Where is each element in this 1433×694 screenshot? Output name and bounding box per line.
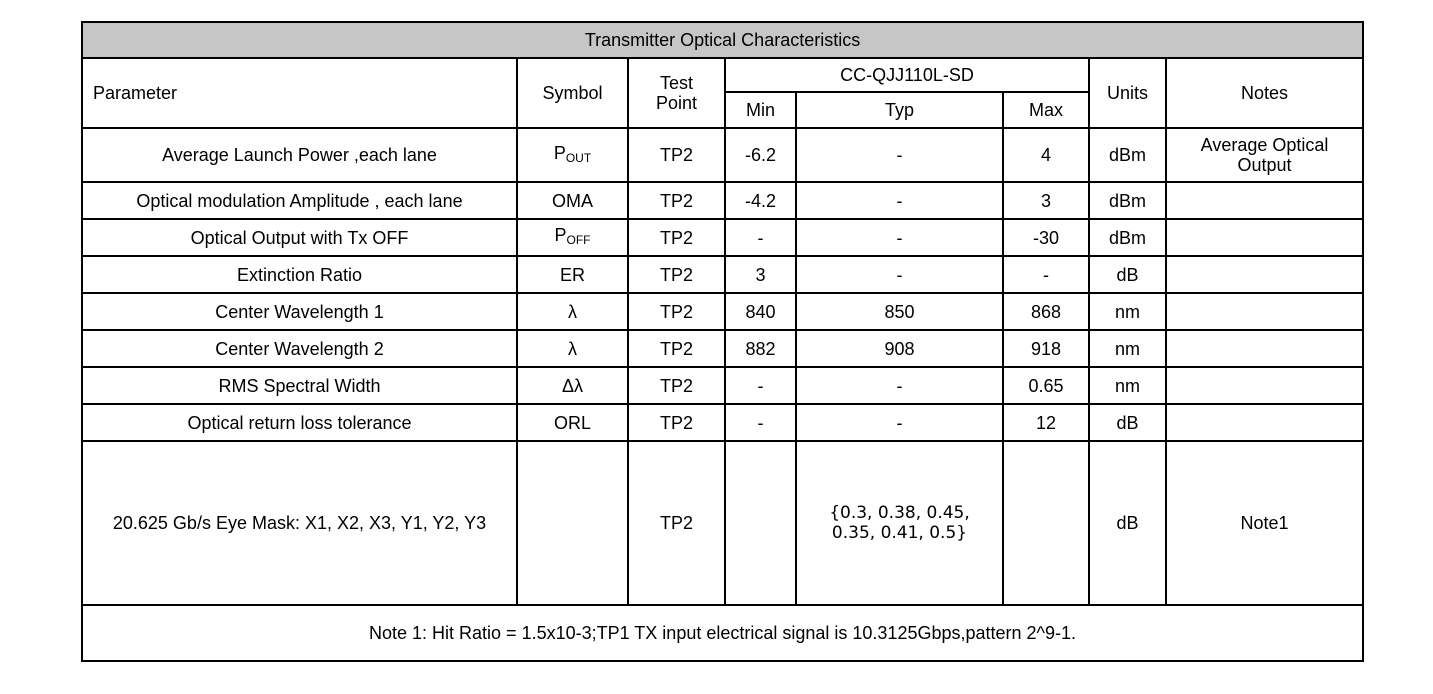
row-units: dBm	[1089, 219, 1166, 256]
row-symbol	[517, 128, 628, 182]
header-symbol: Symbol	[517, 58, 628, 128]
row-typ: 908	[796, 330, 1003, 367]
table-row	[82, 367, 1363, 404]
row-max: 4	[1003, 128, 1089, 182]
row-test-point: TP2	[628, 182, 725, 219]
row-parameter: 20.625 Gb/s Eye Mask: X1, X2, X3, Y1, Y2, Y3	[82, 441, 517, 605]
header-test-point	[628, 58, 725, 128]
row-symbol: ORL	[517, 404, 628, 441]
row-notes	[1166, 330, 1363, 367]
row-symbol	[517, 219, 628, 256]
notes-line1: Average Optical	[1200, 135, 1329, 155]
row-symbol: λ	[517, 293, 628, 330]
row-units: nm	[1089, 330, 1166, 367]
row-max: 0.65	[1003, 367, 1089, 404]
header-group: CC-QJJ110L-SD	[725, 58, 1089, 92]
row-test-point: TP2	[628, 128, 725, 182]
row-typ: -	[796, 182, 1003, 219]
row-max: 3	[1003, 182, 1089, 219]
row-max: 918	[1003, 330, 1089, 367]
row-parameter: Center Wavelength 2	[82, 330, 517, 367]
row-min: -	[725, 404, 796, 441]
row-typ: -	[796, 219, 1003, 256]
row-parameter: Optical return loss tolerance	[82, 404, 517, 441]
row-parameter: Optical Output with Tx OFF	[82, 219, 517, 256]
header-notes: Notes	[1166, 58, 1363, 128]
table-row	[82, 256, 1363, 293]
row-units: dB	[1089, 441, 1166, 605]
symbol-subscript: OUT	[565, 150, 592, 165]
row-notes	[1166, 367, 1363, 404]
typ-line1: {0.3, 0.38, 0.45,	[829, 503, 970, 523]
row-units: dBm	[1089, 182, 1166, 219]
header-min: Min	[725, 92, 796, 128]
header-test-point-line1: Test	[659, 73, 693, 93]
header-max: Max	[1003, 92, 1089, 128]
table-row	[82, 182, 1363, 219]
row-min: -6.2	[725, 128, 796, 182]
row-test-point: TP2	[628, 367, 725, 404]
row-notes	[1166, 182, 1363, 219]
header-typ: Typ	[796, 92, 1003, 128]
row-min: 3	[725, 256, 796, 293]
row-notes	[1166, 293, 1363, 330]
typ-line2: 0.35, 0.41, 0.5}	[831, 523, 968, 543]
header-test-point-line2: Point	[655, 93, 698, 113]
table-row	[82, 128, 1363, 182]
row-units: nm	[1089, 367, 1166, 404]
row-test-point: TP2	[628, 404, 725, 441]
row-symbol: OMA	[517, 182, 628, 219]
row-notes	[1166, 256, 1363, 293]
row-notes: Note1	[1166, 441, 1363, 605]
row-parameter: Center Wavelength 1	[82, 293, 517, 330]
row-typ: 850	[796, 293, 1003, 330]
row-min: -	[725, 219, 796, 256]
row-notes	[1166, 404, 1363, 441]
row-units: dBm	[1089, 128, 1166, 182]
table-title: Transmitter Optical Characteristics	[82, 22, 1363, 58]
row-min	[725, 441, 796, 605]
table-row	[82, 293, 1363, 330]
row-parameter: RMS Spectral Width	[82, 367, 517, 404]
notes-line2: Output	[1237, 155, 1292, 175]
row-test-point: TP2	[628, 219, 725, 256]
row-typ: -	[796, 128, 1003, 182]
table-row	[82, 404, 1363, 441]
transmitter-optical-table	[81, 21, 1364, 662]
row-symbol: ER	[517, 256, 628, 293]
row-units: dB	[1089, 256, 1166, 293]
symbol-main: P	[553, 142, 566, 163]
row-symbol: Δλ	[517, 367, 628, 404]
row-max	[1003, 441, 1089, 605]
row-parameter: Average Launch Power ,each lane	[82, 128, 517, 182]
row-notes	[1166, 128, 1363, 182]
row-min: -	[725, 367, 796, 404]
row-typ: -	[796, 404, 1003, 441]
table-row	[82, 330, 1363, 367]
row-parameter: Extinction Ratio	[82, 256, 517, 293]
table-footnote: Note 1: Hit Ratio = 1.5x10-3;TP1 TX input electrical signal is 10.3125Gbps,pattern 2^9-1.	[82, 605, 1363, 661]
row-test-point: TP2	[628, 256, 725, 293]
row-max: 12	[1003, 404, 1089, 441]
row-units: dB	[1089, 404, 1166, 441]
row-max: -30	[1003, 219, 1089, 256]
table-row	[82, 441, 1363, 605]
row-min: 840	[725, 293, 796, 330]
row-typ: -	[796, 256, 1003, 293]
table-row	[82, 219, 1363, 256]
row-test-point: TP2	[628, 441, 725, 605]
row-test-point: TP2	[628, 330, 725, 367]
row-symbol: λ	[517, 330, 628, 367]
symbol-subscript: OFF	[566, 233, 591, 247]
symbol-main: P	[554, 225, 567, 245]
row-max: -	[1003, 256, 1089, 293]
row-min: 882	[725, 330, 796, 367]
row-notes	[1166, 219, 1363, 256]
row-typ: -	[796, 367, 1003, 404]
row-test-point: TP2	[628, 293, 725, 330]
row-typ	[796, 441, 1003, 605]
header-parameter: Parameter	[82, 58, 517, 128]
header-units: Units	[1089, 58, 1166, 128]
row-min: -4.2	[725, 182, 796, 219]
row-units: nm	[1089, 293, 1166, 330]
row-symbol	[517, 441, 628, 605]
row-max: 868	[1003, 293, 1089, 330]
row-parameter: Optical modulation Amplitude , each lane	[82, 182, 517, 219]
